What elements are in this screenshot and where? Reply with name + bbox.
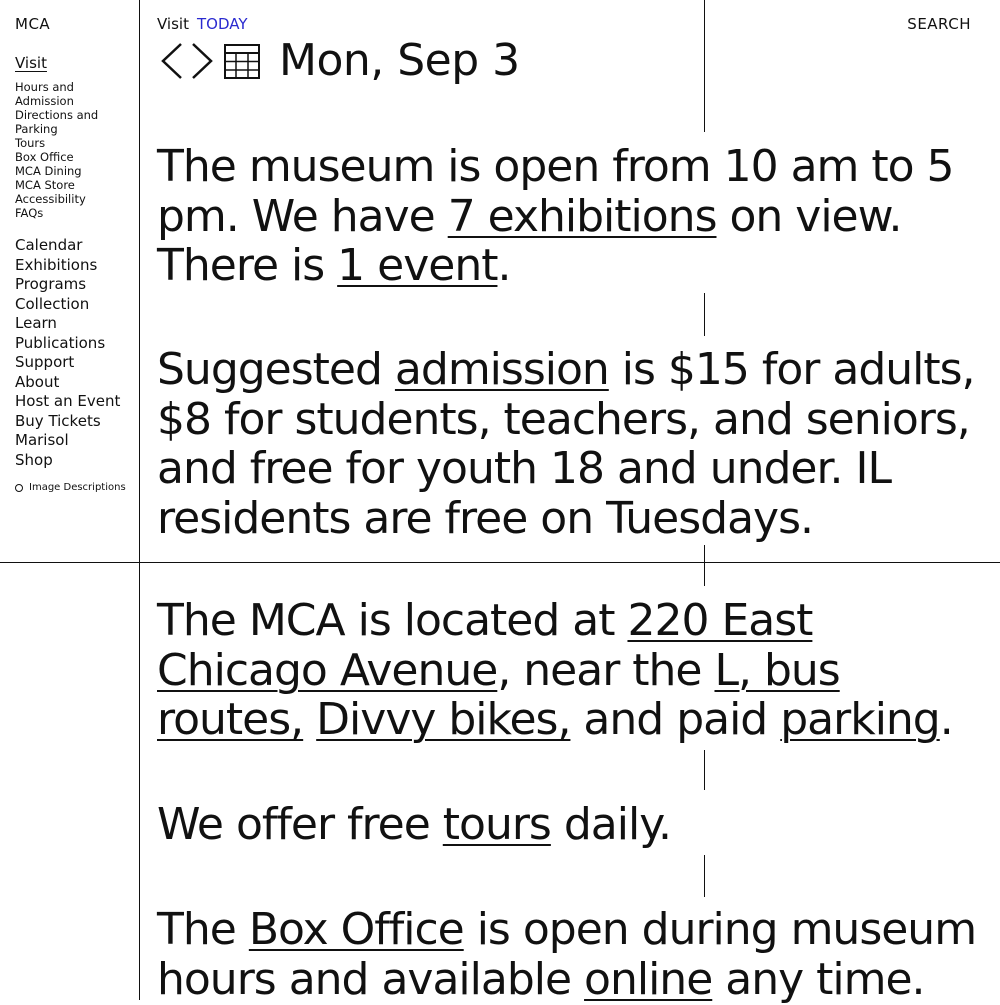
chevron-left-icon[interactable] (157, 40, 187, 82)
location-paragraph (157, 596, 987, 745)
nav-exhibitions[interactable]: Exhibitions (15, 255, 98, 274)
text: Suggested (157, 344, 395, 395)
sub-nav-item (15, 94, 98, 108)
sub-nav-directions-parking-2[interactable]: Parking (15, 122, 58, 136)
sub-nav-item (15, 150, 98, 164)
nav-about[interactable]: About (15, 372, 60, 391)
text: is $15 for adults, $8 for students, teachers, and seniors, and free for youth 18 and under. IL residents are free on Tuesdays. (157, 344, 975, 544)
chevron-right-icon[interactable] (187, 40, 217, 82)
nav-learn[interactable]: Learn (15, 314, 57, 332)
events-link[interactable]: 1 event (337, 240, 498, 291)
address-link[interactable]: 220 East Chicago Avenue (157, 595, 813, 696)
sub-nav-mca-dining[interactable]: MCA Dining (15, 164, 82, 178)
sub-nav-faqs[interactable]: FAQs (15, 206, 44, 220)
sub-nav-item (15, 164, 98, 178)
nav-calendar[interactable]: Calendar (15, 236, 83, 254)
breadcrumb (157, 15, 247, 33)
sub-nav-item (15, 136, 98, 150)
main-nav (15, 236, 120, 470)
nav-support[interactable]: Support (15, 353, 75, 371)
hours-paragraph (157, 142, 987, 291)
text (303, 694, 316, 745)
transit-link[interactable]: L, bus routes, (157, 644, 840, 745)
sub-nav-accessibility[interactable]: Accessibility (15, 192, 86, 206)
nav-buy-tickets[interactable]: Buy Tickets (15, 411, 101, 430)
divvy-link[interactable]: Divvy bikes, (316, 694, 571, 745)
sub-nav-box-office[interactable]: Box Office (15, 150, 74, 164)
vertical-divider-segment (704, 545, 705, 586)
text: . (497, 240, 511, 291)
sub-nav-hours-admission-2[interactable]: Admission (15, 94, 74, 108)
sub-nav-item (15, 192, 98, 206)
nav-marisol[interactable]: Marisol (15, 431, 69, 449)
vertical-divider-segment (704, 293, 705, 336)
sub-nav-item (15, 206, 98, 220)
text: and paid (570, 694, 781, 745)
horizontal-divider (0, 562, 1000, 563)
admission-link[interactable]: admission (394, 344, 609, 395)
text: any time. (712, 953, 925, 1005)
sub-nav-tours[interactable]: Tours (15, 136, 46, 150)
today-link[interactable]: TODAY (196, 15, 248, 33)
nav-visit[interactable]: Visit (15, 54, 47, 72)
date-navigator (157, 36, 520, 86)
text: The (157, 904, 249, 955)
exhibitions-link[interactable]: 7 exhibitions (447, 190, 717, 242)
nav-collection[interactable]: Collection (15, 294, 90, 313)
sub-nav-item (15, 80, 98, 94)
vertical-divider-segment (704, 0, 705, 132)
nav-host-an-event[interactable]: Host an Event (15, 392, 121, 410)
text: daily. (550, 799, 671, 850)
tours-link[interactable]: tours (442, 799, 551, 850)
nav-programs[interactable]: Programs (15, 275, 87, 293)
sub-nav-directions-parking-1[interactable]: Directions and (15, 108, 99, 122)
text: , near the (497, 644, 715, 696)
text: on view. There is (157, 190, 902, 291)
vertical-divider-segment (704, 750, 705, 790)
text: . (939, 694, 953, 745)
text: The MCA is located at (157, 595, 628, 646)
current-date: Mon, Sep 3 (279, 35, 520, 86)
parking-link[interactable]: parking (780, 694, 940, 745)
text: is open during museum hours and available (157, 904, 977, 1005)
box-office-link[interactable]: Box Office (248, 904, 464, 955)
nav-publications[interactable]: Publications (15, 333, 106, 352)
visit-sub-nav (15, 80, 98, 220)
sidebar (0, 0, 140, 1000)
admission-paragraph (157, 345, 987, 543)
vertical-divider-segment (704, 855, 705, 897)
image-descriptions-label: Image Descriptions (29, 482, 126, 493)
sub-nav-item (15, 178, 98, 192)
logo[interactable]: MCA (15, 15, 51, 33)
sub-nav-item (15, 108, 98, 122)
search-link[interactable]: SEARCH (907, 15, 971, 33)
online-tickets-link[interactable]: online (584, 953, 713, 1005)
breadcrumb-visit: Visit (157, 15, 189, 33)
nav-shop[interactable]: Shop (15, 450, 53, 469)
tours-paragraph (157, 800, 987, 850)
text: We offer free (157, 799, 443, 850)
box-office-paragraph (157, 905, 987, 1004)
image-descriptions-toggle[interactable] (15, 482, 126, 493)
circle-icon (15, 484, 23, 492)
text: The museum is open from 10 am to 5 pm. We have (157, 141, 954, 242)
sub-nav-mca-store[interactable]: MCA Store (15, 178, 75, 192)
sub-nav-item (15, 122, 98, 136)
calendar-icon[interactable] (223, 40, 261, 82)
sub-nav-hours-admission-1[interactable]: Hours and (15, 80, 74, 94)
